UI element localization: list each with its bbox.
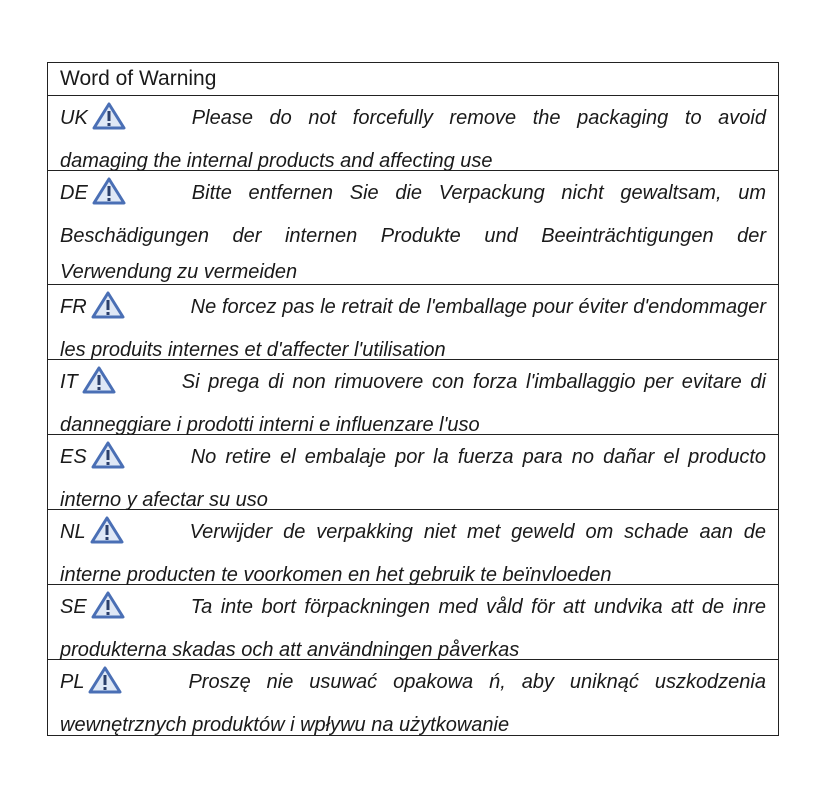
warning-row-uk (48, 96, 778, 171)
warning-text: Si prega di non rimuovere con forza l'imballaggio per evitare di danneggiare i prodotti interni e influenzare l'uso (60, 371, 766, 436)
warning-text: No retire el embalaje por la fuerza para no dañar el producto interno y afectar su uso (60, 446, 766, 511)
language-code: FR (60, 296, 87, 318)
warning-row-nl (48, 510, 778, 585)
warning-row-se (48, 585, 778, 660)
language-code: SE (60, 596, 87, 618)
warning-triangle-icon (82, 366, 116, 407)
warning-triangle-icon (91, 291, 125, 332)
warning-text: Ta inte bort förpackningen med våld för att undvika att de inre produkterna skadas och att användningen påverkas (60, 596, 766, 661)
warning-triangle-icon (91, 591, 125, 632)
warning-triangle-icon (90, 516, 124, 557)
language-code: IT (60, 371, 78, 393)
language-code: DE (60, 182, 88, 204)
warning-triangle-icon (88, 666, 122, 707)
language-code: UK (60, 107, 88, 129)
warning-table (47, 62, 779, 736)
warning-text: Bitte entfernen Sie die Verpackung nicht gewaltsam, um Beschädigungen der internen Produkte und Beeinträchtigungen der Verwendung zu vermeiden (60, 182, 766, 283)
warning-text: Proszę nie usuwać opakowa ń, aby uniknąć uszkodzenia wewnętrznych produktów i wpływu na użytkowanie (60, 671, 766, 736)
warning-row-fr (48, 285, 778, 360)
warning-text: Ne forcez pas le retrait de l'emballage pour éviter d'endommager les produits internes et d'affecter l'utilisation (60, 296, 766, 361)
warning-row-it (48, 360, 778, 435)
warning-text: Please do not forcefully remove the packaging to avoid damaging the internal products and affecting use (60, 107, 766, 172)
warning-row-pl (48, 660, 778, 735)
language-code: ES (60, 446, 87, 468)
warning-triangle-icon (92, 102, 126, 143)
table-title: Word of Warning (48, 63, 778, 96)
warning-triangle-icon (92, 177, 126, 218)
warning-text: Verwijder de verpakking niet met geweld om schade aan de interne producten te voorkomen en het gebruik te beïnvloeden (60, 521, 766, 586)
warning-row-de (48, 171, 778, 285)
warning-triangle-icon (91, 441, 125, 482)
warning-row-es (48, 435, 778, 510)
language-code: NL (60, 521, 86, 543)
language-code: PL (60, 671, 85, 693)
